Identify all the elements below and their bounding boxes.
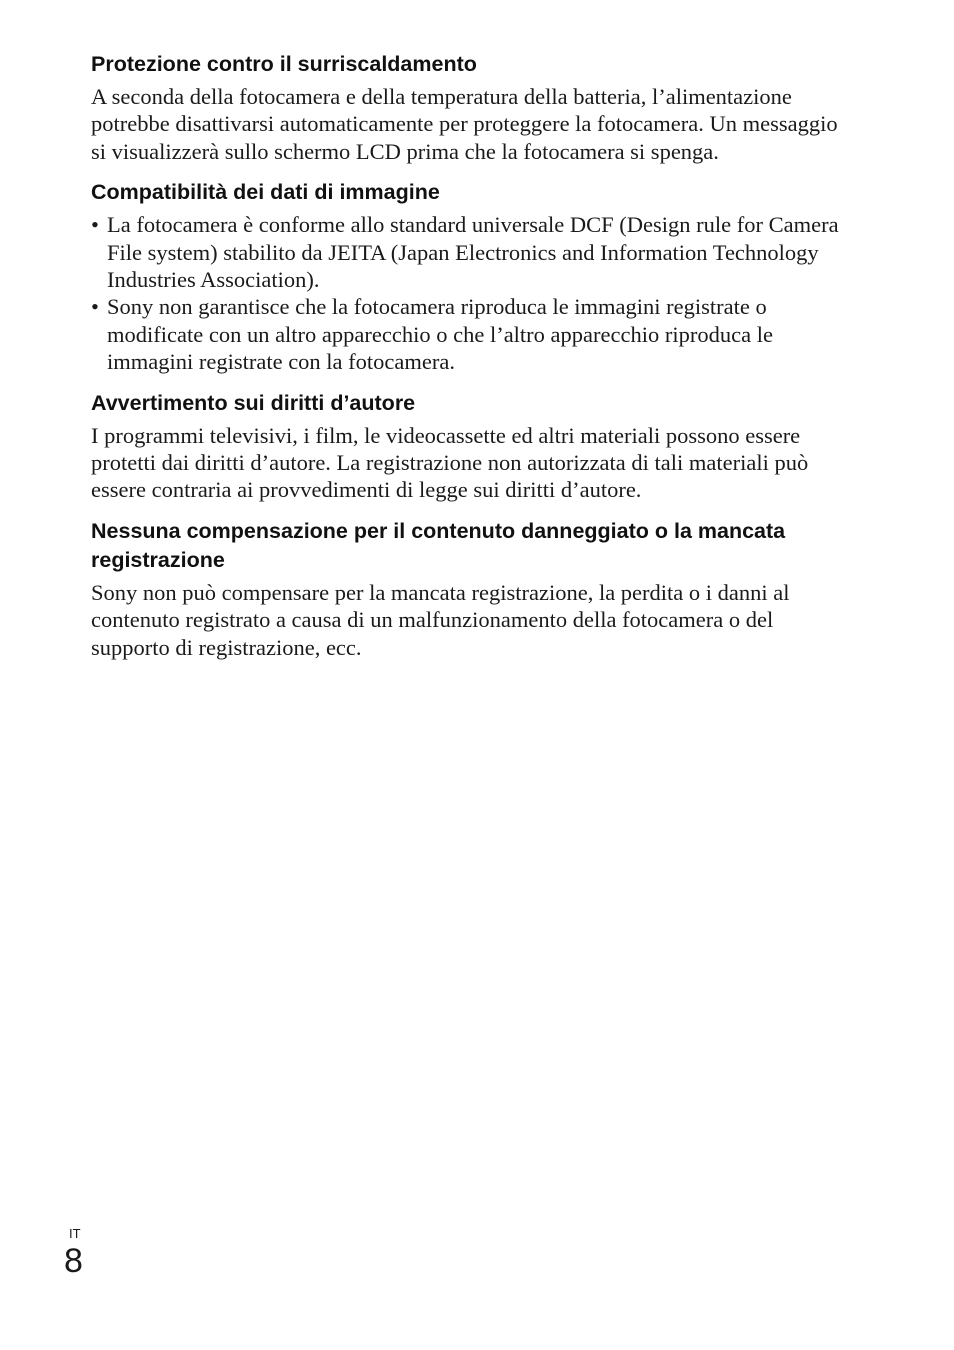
section-paragraph: Sony non può compensare per la mancata registrazione, la perdita o i danni al contenuto registrato a causa di un malfunzionamento della fotocamera o del supporto di registrazione, ecc. [91,579,790,660]
list-item [91,293,851,375]
bullet-icon: • [91,212,99,238]
bullet-list [91,211,851,375]
page-footer [64,1226,83,1280]
section-heading: Protezione contro il surriscaldamento [91,52,477,76]
section-heading: Compatibilità dei dati di immagine [91,180,440,205]
language-code: IT [69,1226,81,1241]
section-heading: Avvertimento sui diritti d’autore [91,390,416,415]
section-no-compensation [91,517,851,661]
page-number: 8 [64,1242,83,1280]
bullet-icon: • [91,294,99,320]
section-image-data-compatibility [91,178,851,375]
list-item-text: La fotocamera è conforme allo standard universale DCF (Design rule for Camera File system) stabilito da JEITA (Japan Electronics and Information Technology Industries Association). [107,212,839,293]
document-body [91,50,851,674]
section-overheat-protection [91,50,851,165]
section-heading: Nessuna compensazione per il contenuto danneggiato o la mancata registrazione [91,518,786,572]
list-item [91,211,851,293]
list-item-text: Sony non garantisce che la fotocamera riproduca le immagini registrate o modificate con un altro apparecchio o che l’altro apparecchio riproduca le immagini registrate con la fotocamera. [107,294,773,375]
section-paragraph: A seconda della fotocamera e della temperatura della batteria, l’alimentazione potrebbe disattivarsi automaticamente per proteggere la fotocamera. Un messaggio si visualizzerà sullo schermo LCD prima che la fotocamera si spenga. [91,84,838,164]
section-copyright-warning [91,389,851,504]
section-paragraph: I programmi televisivi, i film, le videocassette ed altri materiali possono essere protetti dai diritti d’autore. La registrazione non autorizzata di tali materiali può essere contraria ai provvedimenti di legge sui diritti d’autore. [91,422,809,503]
